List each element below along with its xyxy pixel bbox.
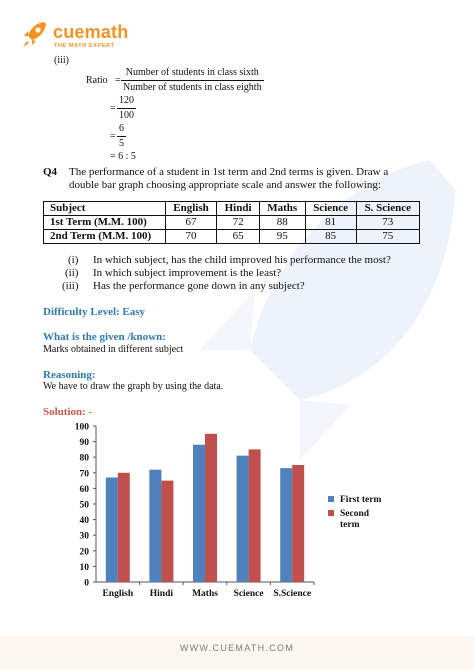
- step2-numerator: 6: [117, 123, 126, 137]
- subquestion-text: In which subject improvement is the least?: [93, 267, 282, 279]
- bar: [249, 449, 261, 582]
- y-tick-label: 90: [79, 438, 89, 449]
- difficulty-heading: Difficulty Level: Easy: [43, 306, 146, 318]
- table-header-cell: S. Science: [356, 202, 419, 216]
- given-heading: What is the given /known:: [43, 331, 166, 343]
- table-cell: 73: [356, 216, 419, 230]
- ratio-denominator: Number of students in class eighth: [123, 82, 262, 93]
- legend-label: Second term: [340, 509, 370, 530]
- subquestion-list: [60, 254, 440, 293]
- y-tick-label: 30: [79, 531, 89, 542]
- x-tick-label: Science: [233, 589, 264, 599]
- step2-equals: =: [110, 131, 116, 142]
- reasoning-heading: Reasoning:: [43, 369, 96, 381]
- step1-fraction: [117, 95, 136, 122]
- q4-text-line2: double bar graph choosing appropriate scale and answer the following:: [69, 179, 381, 191]
- table-cell: 2nd Term (M.M. 100): [44, 230, 166, 244]
- step2-denominator: 5: [119, 138, 124, 149]
- part-iii-label: (iii): [54, 55, 69, 66]
- ratio-fraction: [121, 67, 264, 94]
- table-row: [44, 216, 420, 230]
- y-tick-label: 0: [84, 578, 89, 589]
- step1-denominator: 100: [119, 110, 134, 121]
- x-tick-label: S.Science: [273, 589, 312, 599]
- brand-name: cuemath: [53, 22, 129, 42]
- subquestion-text: Has the performance gone down in any subject?: [93, 280, 305, 292]
- table-cell: 67: [165, 216, 217, 230]
- bar: [280, 468, 292, 582]
- bar: [106, 477, 118, 582]
- ratio-equals: =: [115, 75, 121, 86]
- rocket-logo-icon: [22, 20, 48, 48]
- ratio-result: = 6 : 5: [110, 151, 136, 162]
- table-cell: 85: [305, 230, 356, 244]
- y-tick-label: 40: [79, 516, 89, 527]
- q4-label: Q4: [43, 166, 58, 178]
- y-tick-label: 60: [79, 484, 89, 495]
- table-cell: 1st Term (M.M. 100): [44, 216, 166, 230]
- q4-text-line1: The performance of a student in 1st term and 2nd terms is given. Draw a: [69, 166, 389, 178]
- table-row: [44, 230, 420, 244]
- ratio-label: Ratio: [86, 75, 108, 86]
- brand-tagline: THE MATH EXPERT: [54, 43, 115, 49]
- solution-heading: Solution: -: [43, 406, 93, 418]
- x-tick-label: Hindi: [149, 589, 174, 599]
- y-tick-label: 100: [74, 422, 89, 433]
- footer: [0, 636, 474, 670]
- bar: [237, 456, 249, 582]
- table-cell: 72: [217, 216, 260, 230]
- table-cell: 81: [305, 216, 356, 230]
- x-tick-label: English: [102, 589, 134, 599]
- subquestion-number: (i): [68, 254, 79, 266]
- header: [22, 20, 162, 52]
- table-header-cell: Maths: [259, 202, 305, 216]
- y-tick-label: 50: [79, 500, 89, 511]
- ratio-numerator: Number of students in class sixth: [121, 67, 264, 81]
- table-header-cell: Science: [305, 202, 356, 216]
- legend-swatch: [328, 496, 334, 502]
- list-item: [60, 267, 440, 280]
- table-header-cell: Hindi: [217, 202, 260, 216]
- y-tick-label: 80: [79, 453, 89, 464]
- table-cell: 65: [217, 230, 260, 244]
- legend-swatch: [328, 510, 334, 516]
- list-item: [60, 280, 440, 293]
- bar: [205, 434, 217, 582]
- given-text: Marks obtained in different subject: [43, 344, 184, 355]
- subquestion-number: (iii): [62, 280, 79, 292]
- bar: [149, 470, 161, 582]
- table-cell: 88: [259, 216, 305, 230]
- y-tick-label: 70: [79, 469, 89, 480]
- step1-numerator: 120: [117, 95, 136, 109]
- y-tick-label: 10: [79, 562, 89, 573]
- reasoning-text: We have to draw the graph by using the data.: [43, 381, 224, 392]
- step1-equals: =: [110, 103, 116, 114]
- table-header-cell: English: [165, 202, 217, 216]
- table-header-cell: Subject: [44, 202, 166, 216]
- legend-label: First term: [340, 495, 382, 505]
- subquestion-text: In which subject, has the child improved his performance the most?: [93, 254, 391, 266]
- table-cell: 95: [259, 230, 305, 244]
- x-tick-label: Maths: [192, 589, 218, 599]
- table-cell: 70: [165, 230, 217, 244]
- footer-url: WWW.CUEMATH.COM: [179, 643, 295, 653]
- bar: [193, 445, 205, 582]
- bar: [161, 481, 173, 582]
- step2-fraction: [117, 123, 126, 150]
- double-bar-chart: [60, 415, 420, 605]
- bar: [292, 465, 304, 582]
- marks-table: [43, 201, 420, 244]
- table-header-row: [44, 202, 420, 216]
- subquestion-number: (ii): [65, 267, 79, 279]
- y-tick-label: 20: [79, 547, 89, 558]
- table-cell: 75: [356, 230, 419, 244]
- bar: [118, 473, 130, 582]
- list-item: [60, 254, 440, 267]
